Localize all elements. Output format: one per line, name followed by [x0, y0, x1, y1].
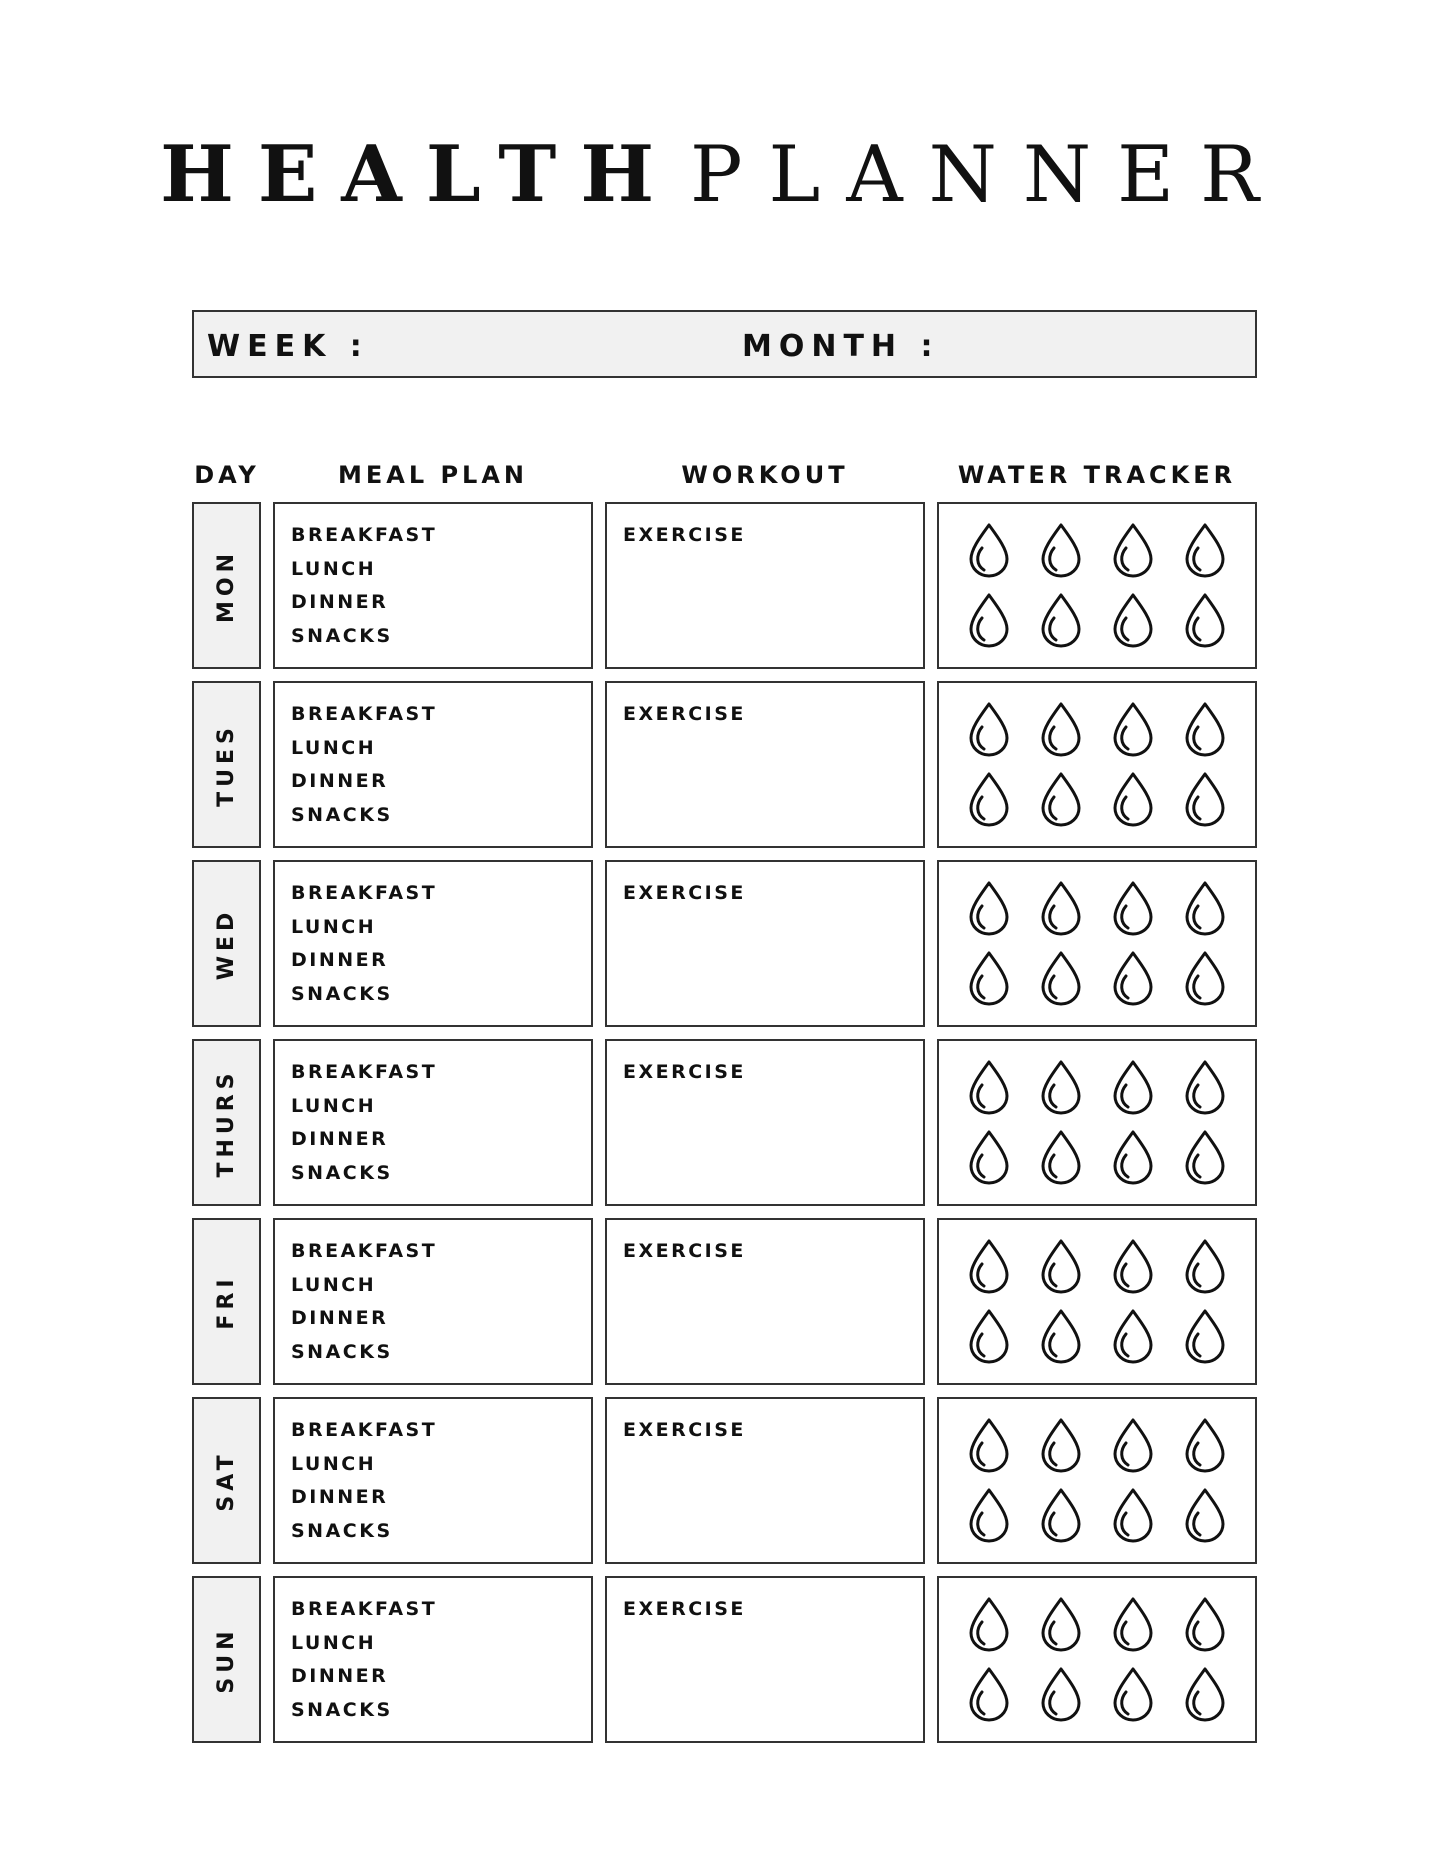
water-drop-icon[interactable]	[967, 1487, 1011, 1543]
day-cell	[192, 502, 261, 669]
meal-list	[291, 1235, 437, 1369]
water-drop-icon[interactable]	[1183, 1238, 1227, 1294]
day-row	[192, 1218, 1257, 1385]
water-drop-icon[interactable]	[1111, 701, 1155, 757]
title-planner: PLANNER	[690, 130, 1285, 220]
meal-label: LUNCH	[291, 1273, 377, 1296]
water-drop-icon[interactable]	[1111, 1059, 1155, 1115]
water-drop-icon[interactable]	[1183, 1059, 1227, 1115]
water-drop-grid	[967, 1417, 1227, 1547]
water-drop-icon[interactable]	[1183, 701, 1227, 757]
page-title	[0, 125, 1445, 225]
water-drop-icon[interactable]	[1111, 1596, 1155, 1652]
day-label: SUN	[213, 1625, 239, 1694]
water-drop-grid	[967, 1059, 1227, 1189]
water-drop-grid	[967, 1238, 1227, 1368]
water-drop-icon[interactable]	[1039, 1238, 1083, 1294]
water-drop-icon[interactable]	[1111, 522, 1155, 578]
water-drop-icon[interactable]	[1183, 950, 1227, 1006]
water-drop-icon[interactable]	[1111, 880, 1155, 936]
day-cell	[192, 860, 261, 1027]
water-drop-icon[interactable]	[967, 880, 1011, 936]
water-drop-icon[interactable]	[967, 1596, 1011, 1652]
week-label: WEEK :	[207, 329, 369, 364]
workout-cell[interactable]	[605, 1397, 925, 1564]
day-cell	[192, 681, 261, 848]
exercise-label: EXERCISE	[623, 703, 746, 725]
day-cell	[192, 1576, 261, 1743]
meal-list	[291, 519, 437, 653]
water-drop-icon[interactable]	[967, 701, 1011, 757]
water-drop-icon[interactable]	[1183, 1308, 1227, 1364]
water-drop-icon[interactable]	[1039, 1059, 1083, 1115]
day-label: FRI	[213, 1273, 239, 1330]
meal-label: DINNER	[291, 770, 389, 792]
water-drop-icon[interactable]	[1111, 1666, 1155, 1722]
meal-label: SNACKS	[291, 1698, 393, 1721]
exercise-label: EXERCISE	[623, 1598, 746, 1620]
water-tracker-cell	[937, 1039, 1257, 1206]
day-row	[192, 1039, 1257, 1206]
column-header-workout: WORKOUT	[681, 461, 849, 489]
water-drop-icon[interactable]	[967, 1238, 1011, 1294]
meal-label: BREAKFAST	[291, 524, 438, 546]
day-label: TUES	[213, 722, 239, 807]
meal-label: DINNER	[291, 591, 389, 613]
water-drop-icon[interactable]	[1111, 1129, 1155, 1185]
workout-cell[interactable]	[605, 502, 925, 669]
day-cell	[192, 1218, 261, 1385]
water-drop-icon[interactable]	[967, 592, 1011, 648]
meal-label: SNACKS	[291, 624, 393, 647]
water-drop-icon[interactable]	[967, 522, 1011, 578]
water-tracker-cell	[937, 502, 1257, 669]
meal-plan-cell[interactable]	[273, 860, 593, 1027]
water-drop-icon[interactable]	[967, 1059, 1011, 1115]
meal-label: BREAKFAST	[291, 1598, 438, 1620]
meal-label: SNACKS	[291, 803, 393, 826]
meal-list	[291, 1056, 437, 1190]
water-tracker-cell	[937, 1576, 1257, 1743]
meal-plan-cell[interactable]	[273, 1039, 593, 1206]
water-drop-icon[interactable]	[1183, 1417, 1227, 1473]
title-health: HEALTH	[160, 129, 679, 220]
water-drop-icon[interactable]	[1183, 771, 1227, 827]
meal-list	[291, 1593, 437, 1727]
water-drop-icon[interactable]	[1111, 1238, 1155, 1294]
meal-label: DINNER	[291, 1128, 389, 1150]
day-row	[192, 681, 1257, 848]
water-tracker-cell	[937, 1218, 1257, 1385]
water-drop-icon[interactable]	[1039, 880, 1083, 936]
day-label: WED	[213, 907, 239, 980]
meal-plan-cell[interactable]	[273, 1397, 593, 1564]
water-drop-icon[interactable]	[967, 771, 1011, 827]
month-label: MONTH :	[742, 329, 940, 364]
water-drop-icon[interactable]	[1039, 592, 1083, 648]
exercise-label: EXERCISE	[623, 882, 746, 904]
water-drop-icon[interactable]	[1111, 1308, 1155, 1364]
water-drop-icon[interactable]	[1111, 592, 1155, 648]
water-drop-grid	[967, 701, 1227, 831]
day-row	[192, 1576, 1257, 1743]
water-drop-icon[interactable]	[967, 1308, 1011, 1364]
water-drop-icon[interactable]	[1183, 880, 1227, 936]
water-tracker-cell	[937, 681, 1257, 848]
meal-label: LUNCH	[291, 1452, 377, 1475]
day-label: MON	[213, 548, 239, 623]
day-label: SAT	[213, 1449, 239, 1512]
water-drop-icon[interactable]	[967, 1666, 1011, 1722]
exercise-label: EXERCISE	[623, 1419, 746, 1441]
water-drop-icon[interactable]	[1039, 1666, 1083, 1722]
water-drop-grid	[967, 1596, 1227, 1726]
workout-cell[interactable]	[605, 1576, 925, 1743]
day-row	[192, 860, 1257, 1027]
water-drop-icon[interactable]	[1111, 950, 1155, 1006]
meal-list	[291, 877, 437, 1011]
workout-cell[interactable]	[605, 1218, 925, 1385]
water-drop-icon[interactable]	[967, 1417, 1011, 1473]
meal-label: LUNCH	[291, 915, 377, 938]
water-drop-icon[interactable]	[1039, 701, 1083, 757]
meal-plan-cell[interactable]	[273, 1576, 593, 1743]
water-drop-icon[interactable]	[1111, 1417, 1155, 1473]
column-header-water-tracker: WATER TRACKER	[957, 461, 1237, 489]
water-drop-icon[interactable]	[1039, 950, 1083, 1006]
meal-label: BREAKFAST	[291, 1419, 438, 1441]
meal-label: DINNER	[291, 1486, 389, 1508]
column-header-meal-plan: MEAL PLAN	[337, 461, 529, 489]
meal-label: DINNER	[291, 949, 389, 971]
meal-label: BREAKFAST	[291, 882, 438, 904]
day-row	[192, 502, 1257, 669]
meal-label: BREAKFAST	[291, 1061, 438, 1083]
meal-label: SNACKS	[291, 1161, 393, 1184]
water-drop-icon[interactable]	[1039, 522, 1083, 578]
water-drop-icon[interactable]	[1183, 1596, 1227, 1652]
workout-cell[interactable]	[605, 681, 925, 848]
column-header-day: DAY	[194, 461, 260, 489]
meal-label: BREAKFAST	[291, 1240, 438, 1262]
meal-label: LUNCH	[291, 1094, 377, 1117]
exercise-label: EXERCISE	[623, 1240, 746, 1262]
day-label: THURS	[213, 1067, 239, 1178]
water-drop-icon[interactable]	[1111, 771, 1155, 827]
meal-label: SNACKS	[291, 1519, 393, 1542]
meal-plan-cell[interactable]	[273, 681, 593, 848]
water-drop-icon[interactable]	[1039, 1596, 1083, 1652]
exercise-label: EXERCISE	[623, 1061, 746, 1083]
meal-plan-cell[interactable]	[273, 1218, 593, 1385]
day-cell	[192, 1039, 261, 1206]
workout-cell[interactable]	[605, 860, 925, 1027]
exercise-label: EXERCISE	[623, 524, 746, 546]
water-drop-icon[interactable]	[967, 950, 1011, 1006]
meal-label: BREAKFAST	[291, 703, 438, 725]
water-drop-grid	[967, 522, 1227, 652]
meal-label: DINNER	[291, 1665, 389, 1687]
meal-label: DINNER	[291, 1307, 389, 1329]
meal-label: SNACKS	[291, 982, 393, 1005]
water-drop-icon[interactable]	[1183, 1666, 1227, 1722]
water-tracker-cell	[937, 1397, 1257, 1564]
meal-list	[291, 1414, 437, 1548]
water-drop-icon[interactable]	[1039, 1129, 1083, 1185]
water-drop-grid	[967, 880, 1227, 1010]
meal-list	[291, 698, 437, 832]
day-row	[192, 1397, 1257, 1564]
meal-plan-cell[interactable]	[273, 502, 593, 669]
water-drop-icon[interactable]	[1039, 771, 1083, 827]
water-drop-icon[interactable]	[1039, 1487, 1083, 1543]
workout-cell[interactable]	[605, 1039, 925, 1206]
week-month-bar	[192, 310, 1257, 378]
meal-label: LUNCH	[291, 557, 377, 580]
water-drop-icon[interactable]	[1183, 1129, 1227, 1185]
water-drop-icon[interactable]	[1111, 1487, 1155, 1543]
meal-label: LUNCH	[291, 736, 377, 759]
water-drop-icon[interactable]	[1183, 592, 1227, 648]
meal-label: SNACKS	[291, 1340, 393, 1363]
water-drop-icon[interactable]	[1039, 1417, 1083, 1473]
water-drop-icon[interactable]	[1183, 522, 1227, 578]
water-drop-icon[interactable]	[1183, 1487, 1227, 1543]
water-drop-icon[interactable]	[1039, 1308, 1083, 1364]
water-tracker-cell	[937, 860, 1257, 1027]
day-cell	[192, 1397, 261, 1564]
water-drop-icon[interactable]	[967, 1129, 1011, 1185]
meal-label: LUNCH	[291, 1631, 377, 1654]
